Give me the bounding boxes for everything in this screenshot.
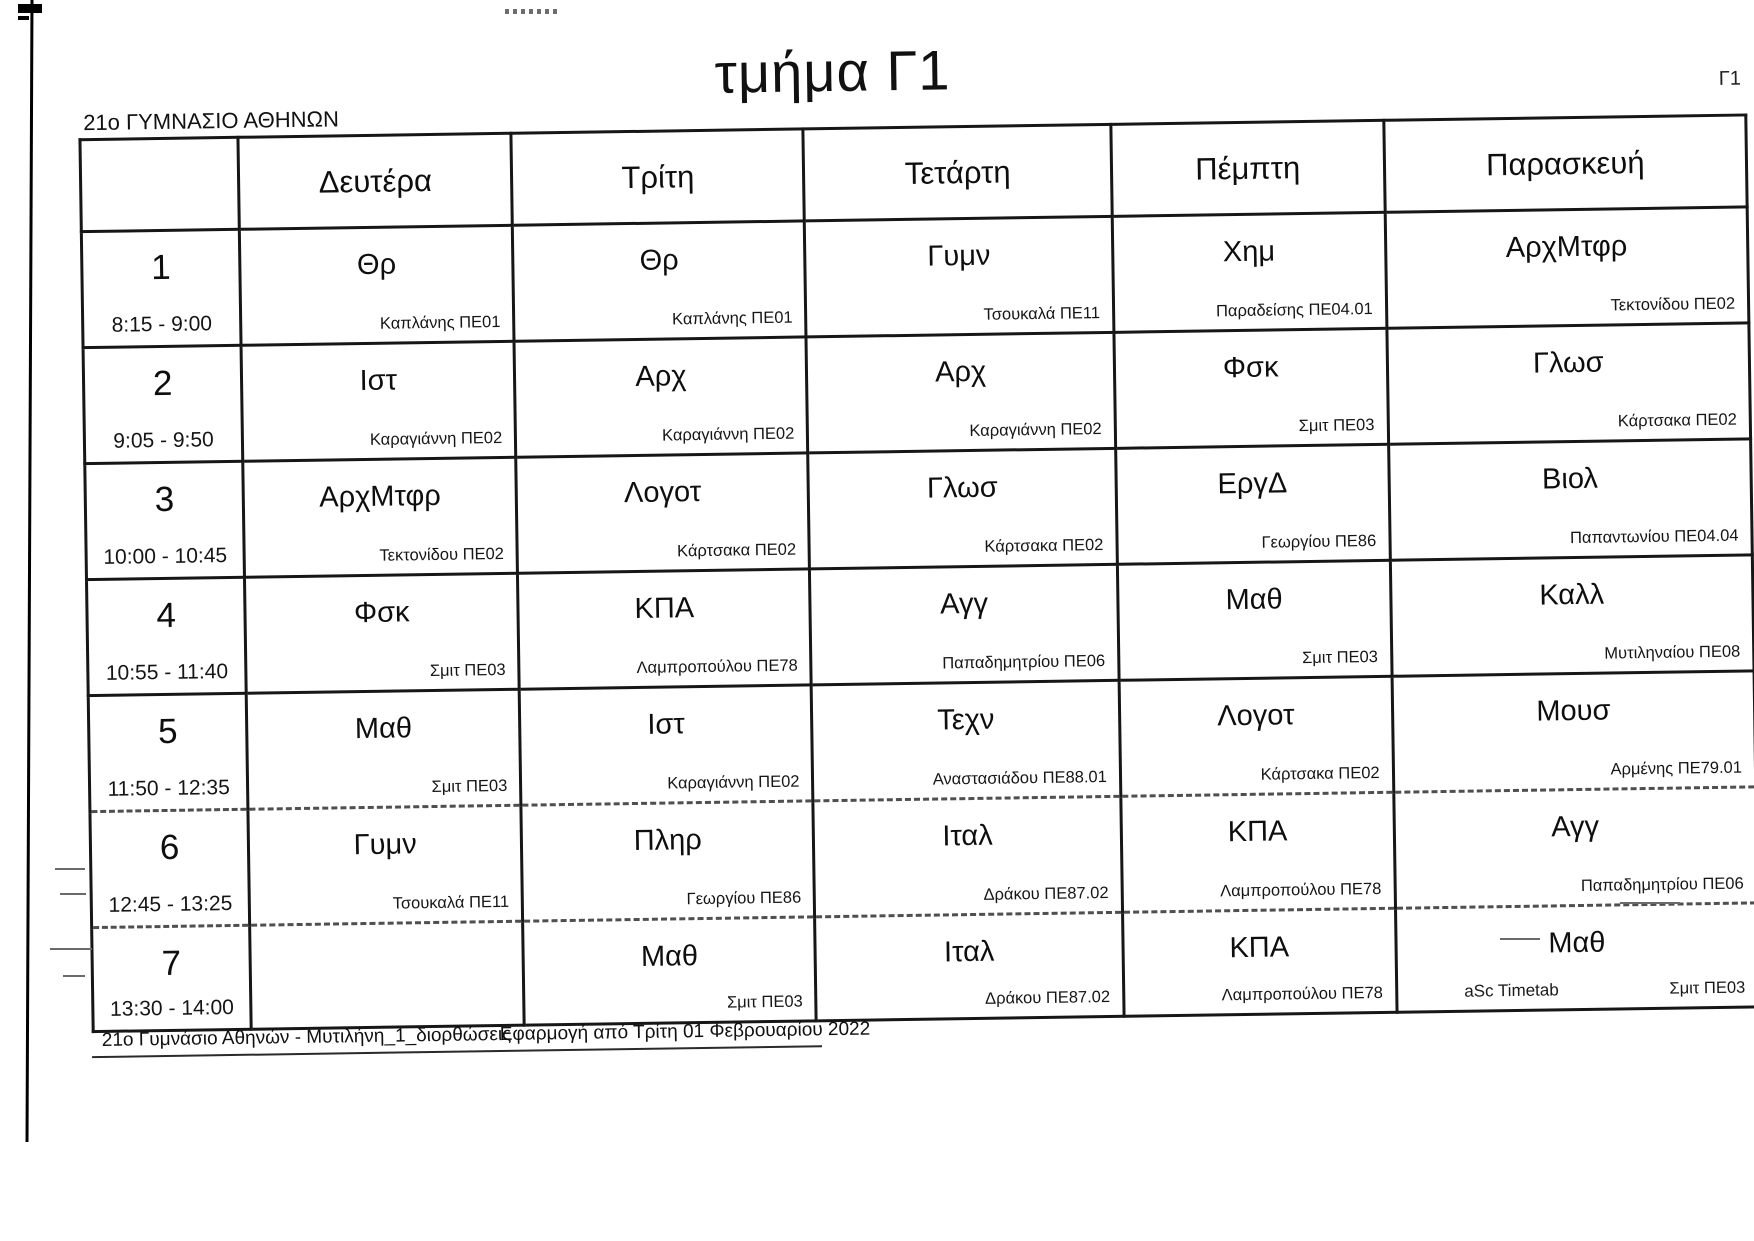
subject-label: Αγγ bbox=[939, 587, 989, 621]
subject-label: Χημ bbox=[1222, 235, 1276, 269]
subject-label: Θρ bbox=[356, 248, 397, 282]
teacher-label: Τσουκαλά ΠΕ11 bbox=[983, 304, 1101, 324]
subject-label: Ιστ bbox=[359, 364, 398, 398]
lesson-cell bbox=[1117, 560, 1392, 680]
subject-label: ΕργΔ bbox=[1217, 467, 1288, 501]
teacher-label: Λαμπροπούλου ΠΕ78 bbox=[1221, 983, 1384, 1005]
period-cell bbox=[83, 345, 243, 463]
day-header: Τρίτη bbox=[511, 129, 805, 225]
teacher-label: Σμιτ ΠΕ03 bbox=[431, 776, 508, 797]
timetable-body bbox=[81, 207, 1754, 1032]
lesson-cell bbox=[246, 689, 521, 809]
subject-label: Θρ bbox=[639, 244, 679, 277]
subject-label: Αρχ bbox=[934, 355, 987, 389]
period-number: 3 bbox=[154, 479, 175, 520]
subject-label: Καλλ bbox=[1539, 578, 1605, 612]
teacher-label: Παπαντωνίου ΠΕ04.04 bbox=[1569, 526, 1739, 548]
timetable bbox=[78, 113, 1754, 1033]
teacher-label: Δράκου ΠΕ87.02 bbox=[984, 987, 1111, 1008]
lesson-cell bbox=[1115, 444, 1390, 564]
teacher-label: Τεκτονίδου ΠΕ02 bbox=[1610, 294, 1736, 315]
lesson-cell bbox=[806, 332, 1115, 453]
subject-label: Γλωσ bbox=[1532, 346, 1604, 380]
teacher-label: Κάρτσακα ΠΕ02 bbox=[984, 536, 1104, 556]
period-cell bbox=[90, 809, 250, 927]
lesson-cell bbox=[241, 341, 516, 461]
period-time: 11:50 - 12:35 bbox=[107, 776, 230, 801]
teacher-label: Γεωργίου ΠΕ86 bbox=[1261, 531, 1377, 552]
scan-artifact-dash bbox=[1620, 902, 1680, 904]
subject-label: Τεχν bbox=[936, 703, 995, 737]
day-header: Παρασκευή bbox=[1383, 115, 1747, 212]
lesson-cell bbox=[810, 564, 1119, 685]
subject-label: Λογοτ bbox=[1217, 699, 1295, 733]
scan-artifact-dash bbox=[60, 893, 86, 895]
lesson-cell bbox=[1385, 207, 1749, 328]
period-cell bbox=[85, 461, 245, 579]
lesson-cell bbox=[808, 448, 1117, 569]
lesson-cell bbox=[1114, 328, 1389, 448]
scan-artifact-corner-mark bbox=[18, 4, 42, 13]
subject-label: Γυμν bbox=[927, 239, 991, 273]
day-header: Τετάρτη bbox=[803, 124, 1112, 221]
scan-artifact-dash bbox=[50, 948, 92, 950]
subject-label: Μαθ bbox=[1225, 583, 1283, 617]
teacher-label: Σμιτ ΠΕ03 bbox=[1669, 978, 1746, 998]
lesson-cell bbox=[513, 221, 807, 341]
teacher-label: Τεκτονίδου ΠΕ02 bbox=[379, 544, 505, 565]
subject-label: Πληρ bbox=[633, 824, 703, 858]
lesson-cell bbox=[516, 453, 810, 573]
period-number: 2 bbox=[152, 363, 173, 404]
period-cell bbox=[81, 229, 241, 347]
subject-label: Ιταλ bbox=[942, 819, 993, 853]
period-time: 12:45 - 13:25 bbox=[108, 892, 233, 917]
lesson-cell bbox=[1390, 555, 1754, 676]
lesson-cell bbox=[240, 225, 515, 345]
subject-label: Μουσ bbox=[1536, 694, 1611, 728]
subject-label: Αγγ bbox=[1550, 810, 1600, 844]
subject-label: ΚΠΑ bbox=[1229, 931, 1290, 965]
teacher-label: Καραγιάννη ΠΕ02 bbox=[369, 428, 503, 449]
teacher-label: Παπαδημητρίου ΠΕ06 bbox=[1580, 874, 1744, 895]
subject-label: Λογοτ bbox=[623, 475, 702, 510]
timetable-corner-cell bbox=[80, 137, 240, 231]
subject-label: Βιολ bbox=[1541, 462, 1599, 496]
scan-artifact-dash bbox=[55, 868, 85, 870]
teacher-label: Κάρτσακα ΠΕ02 bbox=[1617, 410, 1737, 431]
period-number: 5 bbox=[157, 711, 178, 752]
subject-label: ΚΠΑ bbox=[1227, 815, 1288, 849]
subject-label: Γλωσ bbox=[926, 471, 998, 505]
lesson-cell bbox=[248, 805, 523, 925]
teacher-label: Τσουκαλά ΠΕ11 bbox=[392, 892, 510, 913]
lesson-cell bbox=[1122, 908, 1396, 1016]
teacher-label: Μυτιληναίου ΠΕ08 bbox=[1604, 642, 1741, 663]
subject-label: Φσκ bbox=[1222, 351, 1279, 385]
subject-label: ΑρχΜτφρ bbox=[318, 479, 442, 514]
day-header: Πέμπτη bbox=[1111, 120, 1385, 216]
subject-label: ΑρχΜτφρ bbox=[1505, 230, 1628, 265]
subject-label: Ιστ bbox=[647, 708, 685, 741]
footer-file-label: 21ο Γυμνάσιο Αθηνών - Μυτιλήνη_1_διορθώσεις bbox=[101, 1023, 512, 1051]
subject-label: ΚΠΑ bbox=[634, 592, 695, 625]
period-time: 8:15 - 9:00 bbox=[111, 312, 213, 337]
subject-label: Μαθ bbox=[1548, 926, 1606, 960]
footer-effective-date-label: Εφαρμογή από Τρίτη 01 Φεβρουαρίου 2022 bbox=[499, 1018, 871, 1046]
lesson-cell bbox=[519, 685, 813, 805]
teacher-label: Λαμπροπούλου ΠΕ78 bbox=[1220, 879, 1382, 901]
subject-label: Γυμν bbox=[353, 828, 417, 862]
scan-artifact-dash bbox=[1500, 938, 1540, 940]
teacher-label: Κάρτσακα ΠΕ02 bbox=[1260, 763, 1380, 784]
subject-label bbox=[252, 943, 522, 947]
teacher-label: Καπλάνης ΠΕ01 bbox=[379, 312, 501, 333]
scan-artifact-corner-mark bbox=[18, 16, 29, 20]
period-number: 1 bbox=[150, 247, 171, 288]
subject-label: Αρχ bbox=[635, 360, 687, 393]
lesson-cell bbox=[1392, 671, 1754, 792]
lesson-cell bbox=[815, 912, 1124, 1021]
lesson-cell bbox=[250, 921, 525, 1029]
period-time: 10:00 - 10:45 bbox=[103, 544, 228, 569]
class-section-corner-label: Γ1 bbox=[1718, 67, 1742, 90]
teacher-label: Γεωργίου ΠΕ86 bbox=[686, 888, 802, 909]
subject-label: Φσκ bbox=[353, 596, 410, 630]
teacher-label: Παπαδημητρίου ΠΕ06 bbox=[942, 652, 1106, 673]
period-time: 9:05 - 9:50 bbox=[113, 428, 214, 453]
teacher-label: Σμιτ ΠΕ03 bbox=[1302, 647, 1379, 668]
period-number: 4 bbox=[156, 595, 177, 636]
lesson-cell bbox=[521, 801, 815, 921]
lesson-cell bbox=[518, 569, 812, 689]
lesson-cell bbox=[243, 457, 518, 577]
lesson-cell bbox=[1387, 323, 1751, 444]
period-cell bbox=[86, 577, 246, 695]
subject-label: Μαθ bbox=[640, 940, 699, 973]
page-title: τμήμα Γ1 bbox=[714, 38, 951, 105]
lesson-cell bbox=[813, 796, 1122, 917]
teacher-label: Λαμπροπούλου ΠΕ78 bbox=[636, 656, 798, 677]
lesson-cell bbox=[1395, 903, 1754, 1012]
lesson-cell bbox=[1112, 212, 1387, 332]
period-number: 6 bbox=[159, 827, 180, 868]
lesson-cell bbox=[1388, 439, 1752, 560]
teacher-label: Δράκου ΠΕ87.02 bbox=[983, 883, 1109, 904]
teacher-label: Παραδείσης ΠΕ04.01 bbox=[1215, 300, 1373, 321]
teacher-label: Σμιτ ΠΕ03 bbox=[1298, 416, 1375, 436]
period-number: 7 bbox=[161, 943, 182, 984]
lesson-cell bbox=[1119, 676, 1394, 796]
teacher-label: Κάρτσακα ΠΕ02 bbox=[676, 540, 797, 561]
period-cell bbox=[92, 925, 252, 1031]
period-time: 13:30 - 14:00 bbox=[109, 995, 235, 1021]
lesson-cell bbox=[523, 917, 817, 1025]
teacher-label: Καπλάνης ΠΕ01 bbox=[671, 308, 793, 329]
teacher-label: Αναστασιάδου ΠΕ88.01 bbox=[932, 768, 1107, 789]
lesson-cell bbox=[1121, 792, 1396, 912]
period-time: 10:55 - 11:40 bbox=[105, 660, 229, 685]
subject-label: Ιταλ bbox=[943, 935, 995, 969]
lesson-cell bbox=[812, 680, 1121, 801]
period-cell bbox=[88, 693, 248, 811]
day-header: Δευτέρα bbox=[238, 133, 512, 229]
lesson-cell bbox=[245, 573, 520, 693]
teacher-label: Καραγιάννη ΠΕ02 bbox=[661, 424, 795, 445]
teacher-label: Καραγιάννη ΠΕ02 bbox=[969, 420, 1102, 441]
lesson-cell bbox=[514, 337, 808, 457]
teacher-label: Σμιτ ΠΕ03 bbox=[429, 660, 506, 681]
scan-artifact-smudge bbox=[505, 9, 557, 14]
teacher-label: Αρμένης ΠΕ79.01 bbox=[1610, 758, 1743, 779]
lesson-cell bbox=[1393, 787, 1754, 908]
scan-artifact-dash bbox=[63, 975, 85, 977]
lesson-cell bbox=[805, 216, 1114, 337]
school-name: 21ο ΓΥΜΝΑΣΙΟ ΑΘΗΝΩΝ bbox=[83, 106, 340, 136]
teacher-label: Καραγιάννη ΠΕ02 bbox=[667, 772, 800, 793]
subject-label: Μαθ bbox=[354, 712, 413, 746]
asc-timetables-watermark: aSc Timetab bbox=[1464, 980, 1559, 1001]
teacher-label: Σμιτ ΠΕ03 bbox=[726, 992, 803, 1012]
